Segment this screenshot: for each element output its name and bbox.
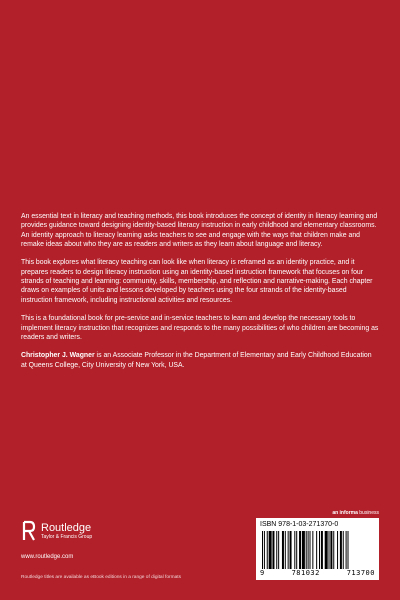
blurb-paragraph-2: This book explores what literacy teaching can look like when literacy is reframed as an identity practice, and it prepares readers to design literacy instruction using an identity-based instruction framework that focuses on four strands of teaching and learning: community, skills, membership, and reflection and narrative-making. Each chapter draws on examples of units and lessons developed by teachers using the four strands of the identity-based instruction framework, including instructional activities and resources. — [21, 259, 373, 304]
author-name: Christopher J. Wagner — [21, 352, 95, 360]
author-bio-text: is an Associate Professor in the Department of Elementary and Early Childhood Education at Queens College, City University of New York, USA. — [21, 352, 372, 369]
author-bio — [21, 351, 379, 370]
back-cover-blurb — [21, 212, 379, 379]
routledge-logo-icon — [21, 520, 37, 542]
informa-business-label: an informa business — [332, 510, 379, 516]
barcode-bars — [260, 531, 375, 569]
publisher-name: Routledge — [41, 522, 92, 534]
isbn-number: ISBN 978-1-03-271370-0 — [260, 521, 339, 528]
ebook-note: Routledge titles are available as eBook editions in a range of digital formats — [21, 575, 181, 580]
publisher-logo — [21, 520, 92, 542]
blurb-paragraph-3: This is a foundational book for pre-service and in-service teachers to learn and develop the necessary tools to implement literacy instruction that recognizes and responds to the many possibilities of who children are becoming as readers and writers. — [21, 315, 379, 341]
publisher-group: Taylor & Francis Group — [41, 534, 93, 540]
isbn-barcode — [256, 518, 379, 580]
blurb-paragraph-1: An essential text in literacy and teaching methods, this book introduces the concept of identity in literacy learning and provides guidance toward designing identity-based literacy instruction in early childhood and elementary classrooms. An identity approach to literacy learning asks teachers to see and engage with the ways that children make and remake ideas about who they are as readers and writers as they learn about language and literacy. — [21, 213, 378, 248]
barcode-digits: 9 781032 713700 — [260, 569, 375, 577]
publisher-website: www.routledge.com — [21, 554, 74, 560]
